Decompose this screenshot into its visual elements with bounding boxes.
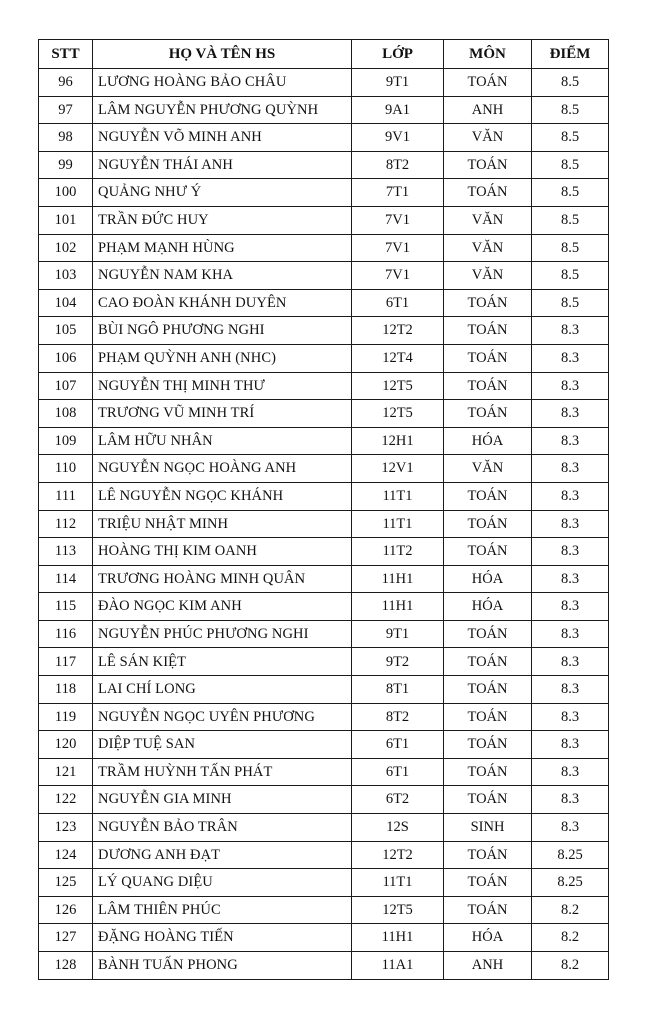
cell-subject: TOÁN xyxy=(444,786,532,814)
cell-subject: TOÁN xyxy=(444,841,532,869)
cell-subject: TOÁN xyxy=(444,510,532,538)
cell-subject: TOÁN xyxy=(444,896,532,924)
table-row xyxy=(39,289,609,317)
cell-class: 6T1 xyxy=(352,289,444,317)
cell-student-name: TRƯƠNG HOÀNG MINH QUÂN xyxy=(93,565,352,593)
cell-class: 12T5 xyxy=(352,400,444,428)
table-row xyxy=(39,952,609,980)
cell-subject: HÓA xyxy=(444,924,532,952)
table-row xyxy=(39,317,609,345)
cell-class: 12T5 xyxy=(352,372,444,400)
cell-stt: 117 xyxy=(39,648,93,676)
cell-subject: TOÁN xyxy=(444,703,532,731)
cell-stt: 106 xyxy=(39,344,93,372)
cell-class: 7V1 xyxy=(352,206,444,234)
cell-subject: TOÁN xyxy=(444,400,532,428)
cell-stt: 97 xyxy=(39,96,93,124)
cell-class: 9V1 xyxy=(352,124,444,152)
cell-score: 8.5 xyxy=(532,234,609,262)
cell-student-name: NGUYỄN NGỌC HOÀNG ANH xyxy=(93,455,352,483)
cell-student-name: LÂM HỮU NHÂN xyxy=(93,427,352,455)
cell-subject: HÓA xyxy=(444,565,532,593)
cell-score: 8.5 xyxy=(532,179,609,207)
cell-stt: 101 xyxy=(39,206,93,234)
cell-score: 8.3 xyxy=(532,676,609,704)
cell-student-name: NGUYỄN BẢO TRÂN xyxy=(93,814,352,842)
cell-stt: 123 xyxy=(39,814,93,842)
cell-stt: 125 xyxy=(39,869,93,897)
cell-student-name: DIỆP TUỆ SAN xyxy=(93,731,352,759)
table-row xyxy=(39,427,609,455)
cell-subject: SINH xyxy=(444,814,532,842)
cell-student-name: LÂM THIÊN PHÚC xyxy=(93,896,352,924)
cell-score: 8.3 xyxy=(532,565,609,593)
cell-class: 12S xyxy=(352,814,444,842)
table-header-row xyxy=(39,40,609,69)
cell-subject: TOÁN xyxy=(444,289,532,317)
table-row xyxy=(39,262,609,290)
document-page xyxy=(38,39,608,980)
table-row xyxy=(39,234,609,262)
cell-class: 6T1 xyxy=(352,731,444,759)
cell-student-name: NGUYỄN PHÚC PHƯƠNG NGHI xyxy=(93,620,352,648)
cell-class: 8T2 xyxy=(352,703,444,731)
cell-score: 8.3 xyxy=(532,593,609,621)
cell-subject: ANH xyxy=(444,952,532,980)
cell-score: 8.5 xyxy=(532,289,609,317)
cell-stt: 110 xyxy=(39,455,93,483)
table-row xyxy=(39,758,609,786)
cell-stt: 121 xyxy=(39,758,93,786)
table-row xyxy=(39,676,609,704)
table-row xyxy=(39,786,609,814)
cell-student-name: PHẠM QUỲNH ANH (NHC) xyxy=(93,344,352,372)
cell-class: 11T2 xyxy=(352,538,444,566)
cell-stt: 104 xyxy=(39,289,93,317)
cell-subject: TOÁN xyxy=(444,538,532,566)
cell-class: 7V1 xyxy=(352,234,444,262)
cell-subject: HÓA xyxy=(444,593,532,621)
cell-stt: 108 xyxy=(39,400,93,428)
cell-subject: TOÁN xyxy=(444,620,532,648)
cell-score: 8.2 xyxy=(532,952,609,980)
cell-student-name: TRIỆU NHẬT MINH xyxy=(93,510,352,538)
cell-class: 11H1 xyxy=(352,593,444,621)
cell-score: 8.3 xyxy=(532,758,609,786)
cell-stt: 127 xyxy=(39,924,93,952)
cell-stt: 114 xyxy=(39,565,93,593)
cell-student-name: DƯƠNG ANH ĐẠT xyxy=(93,841,352,869)
cell-score: 8.5 xyxy=(532,262,609,290)
cell-score: 8.3 xyxy=(532,510,609,538)
table-body xyxy=(39,69,609,980)
cell-student-name: ĐÀO NGỌC KIM ANH xyxy=(93,593,352,621)
cell-subject: TOÁN xyxy=(444,758,532,786)
cell-class: 8T2 xyxy=(352,151,444,179)
cell-class: 9T2 xyxy=(352,648,444,676)
table-row xyxy=(39,896,609,924)
cell-subject: TOÁN xyxy=(444,676,532,704)
cell-score: 8.3 xyxy=(532,455,609,483)
cell-score: 8.3 xyxy=(532,620,609,648)
cell-stt: 98 xyxy=(39,124,93,152)
cell-student-name: BÙI NGÔ PHƯƠNG NGHI xyxy=(93,317,352,345)
cell-stt: 99 xyxy=(39,151,93,179)
cell-stt: 126 xyxy=(39,896,93,924)
cell-subject: TOÁN xyxy=(444,69,532,97)
cell-score: 8.3 xyxy=(532,427,609,455)
cell-student-name: TRƯƠNG VŨ MINH TRÍ xyxy=(93,400,352,428)
cell-subject: TOÁN xyxy=(444,317,532,345)
table-row xyxy=(39,924,609,952)
cell-score: 8.3 xyxy=(532,317,609,345)
table-row xyxy=(39,731,609,759)
cell-stt: 128 xyxy=(39,952,93,980)
cell-stt: 102 xyxy=(39,234,93,262)
cell-class: 8T1 xyxy=(352,676,444,704)
cell-stt: 112 xyxy=(39,510,93,538)
cell-score: 8.3 xyxy=(532,482,609,510)
cell-student-name: NGUYỄN THÁI ANH xyxy=(93,151,352,179)
cell-subject: VĂN xyxy=(444,206,532,234)
table-row xyxy=(39,69,609,97)
cell-class: 12T4 xyxy=(352,344,444,372)
cell-stt: 116 xyxy=(39,620,93,648)
cell-class: 11A1 xyxy=(352,952,444,980)
student-score-table xyxy=(38,39,609,980)
cell-score: 8.5 xyxy=(532,206,609,234)
cell-student-name: LAI CHÍ LONG xyxy=(93,676,352,704)
cell-stt: 118 xyxy=(39,676,93,704)
cell-class: 11T1 xyxy=(352,482,444,510)
table-row xyxy=(39,565,609,593)
header-name: HỌ VÀ TÊN HS xyxy=(93,40,352,69)
cell-subject: VĂN xyxy=(444,234,532,262)
cell-stt: 103 xyxy=(39,262,93,290)
table-row xyxy=(39,400,609,428)
cell-subject: TOÁN xyxy=(444,344,532,372)
cell-subject: TOÁN xyxy=(444,482,532,510)
table-row xyxy=(39,869,609,897)
table-row xyxy=(39,124,609,152)
cell-class: 12H1 xyxy=(352,427,444,455)
cell-stt: 96 xyxy=(39,69,93,97)
header-class: LỚP xyxy=(352,40,444,69)
cell-subject: TOÁN xyxy=(444,372,532,400)
cell-student-name: HOÀNG THỊ KIM OANH xyxy=(93,538,352,566)
table-row xyxy=(39,455,609,483)
table-row xyxy=(39,372,609,400)
cell-class: 6T1 xyxy=(352,758,444,786)
cell-class: 11H1 xyxy=(352,565,444,593)
header-stt: STT xyxy=(39,40,93,69)
table-row xyxy=(39,482,609,510)
cell-student-name: TRẦN ĐỨC HUY xyxy=(93,206,352,234)
cell-score: 8.3 xyxy=(532,538,609,566)
table-row xyxy=(39,510,609,538)
cell-score: 8.25 xyxy=(532,841,609,869)
cell-stt: 111 xyxy=(39,482,93,510)
cell-score: 8.5 xyxy=(532,124,609,152)
cell-student-name: TRẦM HUỲNH TẤN PHÁT xyxy=(93,758,352,786)
cell-student-name: NGUYỄN NGỌC UYÊN PHƯƠNG xyxy=(93,703,352,731)
cell-class: 12V1 xyxy=(352,455,444,483)
cell-score: 8.2 xyxy=(532,924,609,952)
cell-class: 7T1 xyxy=(352,179,444,207)
cell-student-name: LƯƠNG HOÀNG BẢO CHÂU xyxy=(93,69,352,97)
cell-student-name: QUẢNG NHƯ Ý xyxy=(93,179,352,207)
cell-stt: 119 xyxy=(39,703,93,731)
header-score: ĐIỂM xyxy=(532,40,609,69)
cell-stt: 120 xyxy=(39,731,93,759)
table-row xyxy=(39,538,609,566)
table-row xyxy=(39,620,609,648)
cell-subject: VĂN xyxy=(444,262,532,290)
cell-class: 7V1 xyxy=(352,262,444,290)
cell-stt: 100 xyxy=(39,179,93,207)
cell-score: 8.2 xyxy=(532,896,609,924)
cell-score: 8.3 xyxy=(532,400,609,428)
cell-student-name: LÊ NGUYỄN NGỌC KHÁNH xyxy=(93,482,352,510)
cell-student-name: CAO ĐOÀN KHÁNH DUYÊN xyxy=(93,289,352,317)
cell-student-name: NGUYỄN VÕ MINH ANH xyxy=(93,124,352,152)
cell-student-name: NGUYỄN THỊ MINH THƯ xyxy=(93,372,352,400)
cell-score: 8.3 xyxy=(532,814,609,842)
cell-stt: 107 xyxy=(39,372,93,400)
cell-student-name: LÂM NGUYỄN PHƯƠNG QUỲNH xyxy=(93,96,352,124)
cell-class: 9T1 xyxy=(352,69,444,97)
cell-student-name: NGUYỄN GIA MINH xyxy=(93,786,352,814)
cell-class: 12T5 xyxy=(352,896,444,924)
cell-class: 12T2 xyxy=(352,317,444,345)
table-row xyxy=(39,841,609,869)
cell-class: 11H1 xyxy=(352,924,444,952)
table-row xyxy=(39,206,609,234)
cell-class: 11T1 xyxy=(352,510,444,538)
cell-score: 8.3 xyxy=(532,372,609,400)
table-row xyxy=(39,96,609,124)
cell-subject: HÓA xyxy=(444,427,532,455)
cell-subject: TOÁN xyxy=(444,151,532,179)
cell-stt: 115 xyxy=(39,593,93,621)
cell-score: 8.5 xyxy=(532,151,609,179)
table-row xyxy=(39,179,609,207)
cell-subject: TOÁN xyxy=(444,869,532,897)
cell-subject: TOÁN xyxy=(444,648,532,676)
cell-class: 6T2 xyxy=(352,786,444,814)
cell-class: 9A1 xyxy=(352,96,444,124)
cell-student-name: PHẠM MẠNH HÙNG xyxy=(93,234,352,262)
table-row xyxy=(39,151,609,179)
cell-class: 11T1 xyxy=(352,869,444,897)
cell-student-name: LÊ SÁN KIỆT xyxy=(93,648,352,676)
cell-subject: ANH xyxy=(444,96,532,124)
cell-score: 8.3 xyxy=(532,344,609,372)
cell-score: 8.3 xyxy=(532,703,609,731)
cell-class: 9T1 xyxy=(352,620,444,648)
table-row xyxy=(39,344,609,372)
table-row xyxy=(39,703,609,731)
cell-subject: VĂN xyxy=(444,455,532,483)
cell-stt: 122 xyxy=(39,786,93,814)
cell-stt: 113 xyxy=(39,538,93,566)
cell-student-name: ĐẶNG HOÀNG TIẾN xyxy=(93,924,352,952)
cell-class: 12T2 xyxy=(352,841,444,869)
cell-score: 8.5 xyxy=(532,96,609,124)
cell-score: 8.5 xyxy=(532,69,609,97)
cell-stt: 124 xyxy=(39,841,93,869)
cell-subject: VĂN xyxy=(444,124,532,152)
table-row xyxy=(39,593,609,621)
cell-stt: 109 xyxy=(39,427,93,455)
cell-subject: TOÁN xyxy=(444,179,532,207)
table-row xyxy=(39,814,609,842)
cell-stt: 105 xyxy=(39,317,93,345)
cell-student-name: LÝ QUANG DIỆU xyxy=(93,869,352,897)
cell-score: 8.3 xyxy=(532,648,609,676)
cell-score: 8.3 xyxy=(532,786,609,814)
cell-student-name: BÀNH TUẤN PHONG xyxy=(93,952,352,980)
cell-score: 8.3 xyxy=(532,731,609,759)
cell-student-name: NGUYỄN NAM KHA xyxy=(93,262,352,290)
cell-score: 8.25 xyxy=(532,869,609,897)
cell-subject: TOÁN xyxy=(444,731,532,759)
header-subject: MÔN xyxy=(444,40,532,69)
table-row xyxy=(39,648,609,676)
